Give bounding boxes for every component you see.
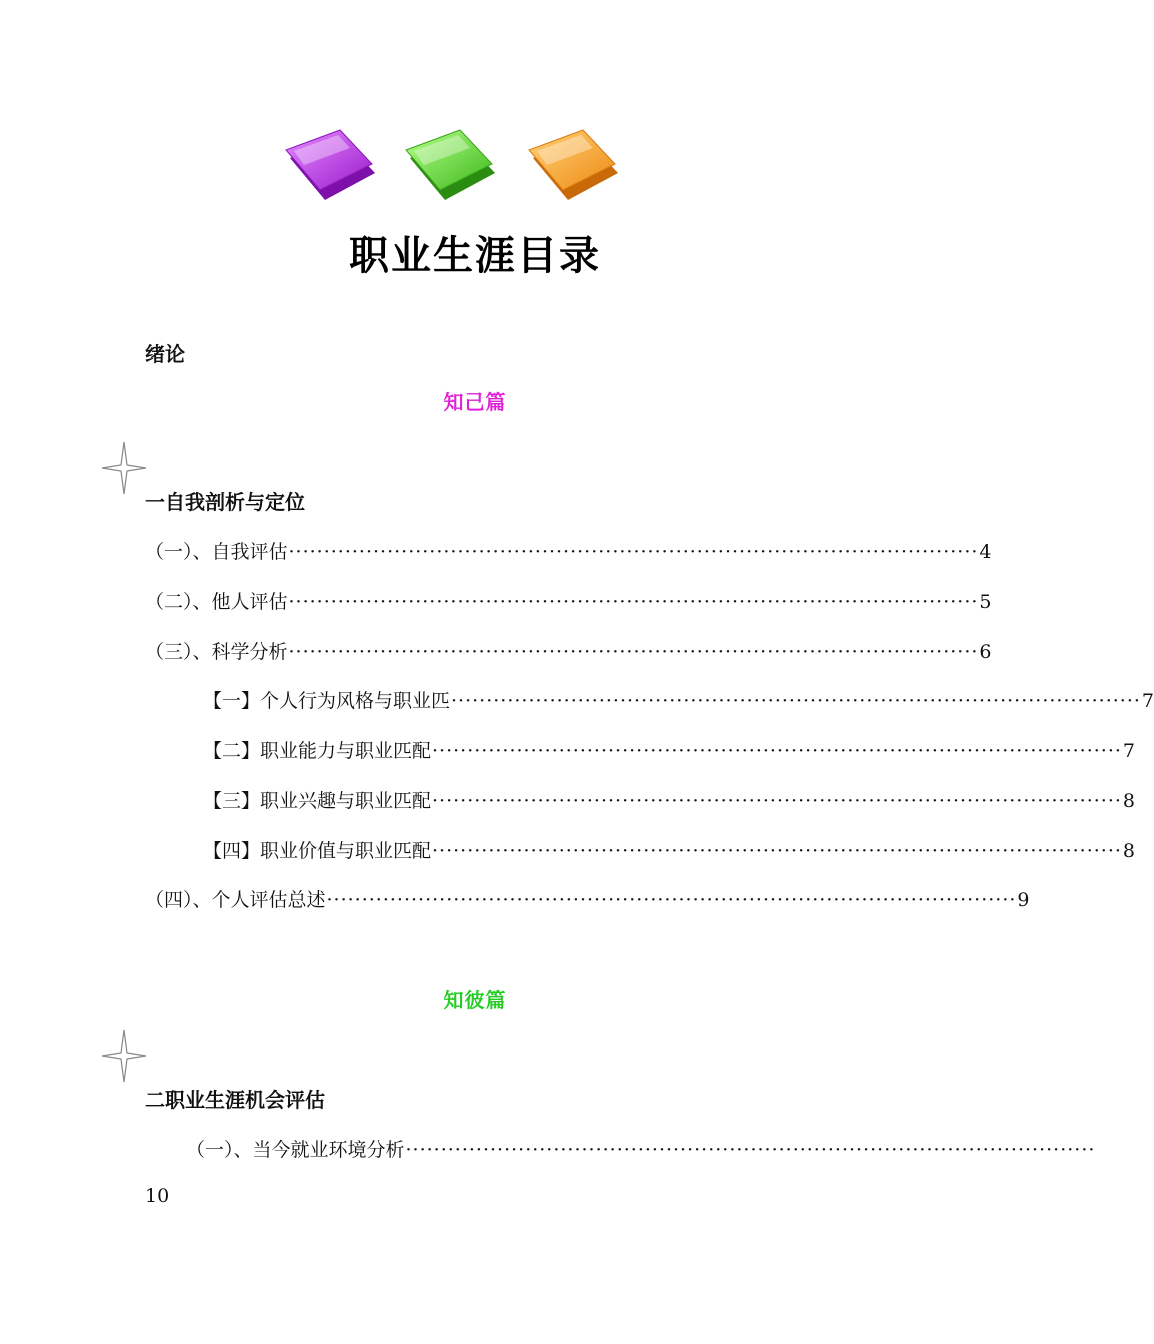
toc-dot-leader: ·································································································· [288,591,979,613]
part2-heading: 二职业生涯机会评估 [145,1088,325,1112]
folder-icons-group [280,118,630,218]
toc-dot-leader: ·································································································· [288,641,979,663]
toc-entry-label: 【二】职业能力与职业匹配 [203,740,432,762]
toc-dot-leader: ·································································································· [432,790,1122,812]
page-title: 职业生涯目录 [349,233,601,279]
toc-dot-leader: ·································································································· [432,840,1122,862]
toc-entry-label: （二）、他人评估 [145,591,288,613]
toc-entry-label: 【四】职业价值与职业匹配 [203,840,432,862]
toc-entry-label: （一）、自我评估 [145,541,288,563]
toc-entry[interactable] [186,1135,1096,1162]
toc-entry-page: 10 [145,1185,170,1207]
sparkle-icon [100,1028,148,1084]
toc-entry-page: 9 [1017,889,1030,911]
green-folder-icon [400,118,500,208]
intro-heading: 绪论 [145,342,185,366]
toc-subentry[interactable] [203,736,1135,763]
toc-dot-leader: ·································································································· [405,1139,1096,1161]
toc-entry-page: 7 [1141,690,1154,712]
toc-subentry[interactable] [203,786,1135,813]
toc-dot-leader: ·································································································· [432,740,1122,762]
toc-dot-leader: ·································································································· [326,889,1017,911]
section-heading-self: 知己篇 [443,390,507,414]
toc-entry[interactable] [145,885,1030,912]
toc-dot-leader: ·································································································· [451,690,1141,712]
toc-subentry[interactable] [203,686,1154,713]
toc-dot-leader: ·································································································· [288,541,979,563]
toc-entry-page: 8 [1122,840,1135,862]
toc-entry-page: 6 [979,641,992,663]
purple-folder-icon [280,118,380,208]
toc-entry-label: （三）、科学分析 [145,641,288,663]
toc-entry[interactable] [145,537,992,564]
toc-entry-page: 7 [1122,740,1135,762]
part1-heading: 一自我剖析与定位 [145,490,305,514]
toc-entry-label: 【一】个人行为风格与职业匹 [203,690,451,712]
toc-entry-label: （四）、个人评估总述 [145,889,326,911]
toc-subentry[interactable] [203,836,1135,863]
toc-entry-page: 8 [1122,790,1135,812]
orange-folder-icon [523,118,623,208]
sparkle-icon [100,440,148,496]
section-heading-other: 知彼篇 [443,988,507,1012]
toc-entry[interactable] [145,637,992,664]
toc-entry-label: 【三】职业兴趣与职业匹配 [203,790,432,812]
toc-entry-page: 5 [979,591,992,613]
toc-entry[interactable] [145,587,992,614]
toc-entry-label: （一）、当今就业环境分析 [186,1139,405,1161]
toc-entry-page: 4 [979,541,992,563]
